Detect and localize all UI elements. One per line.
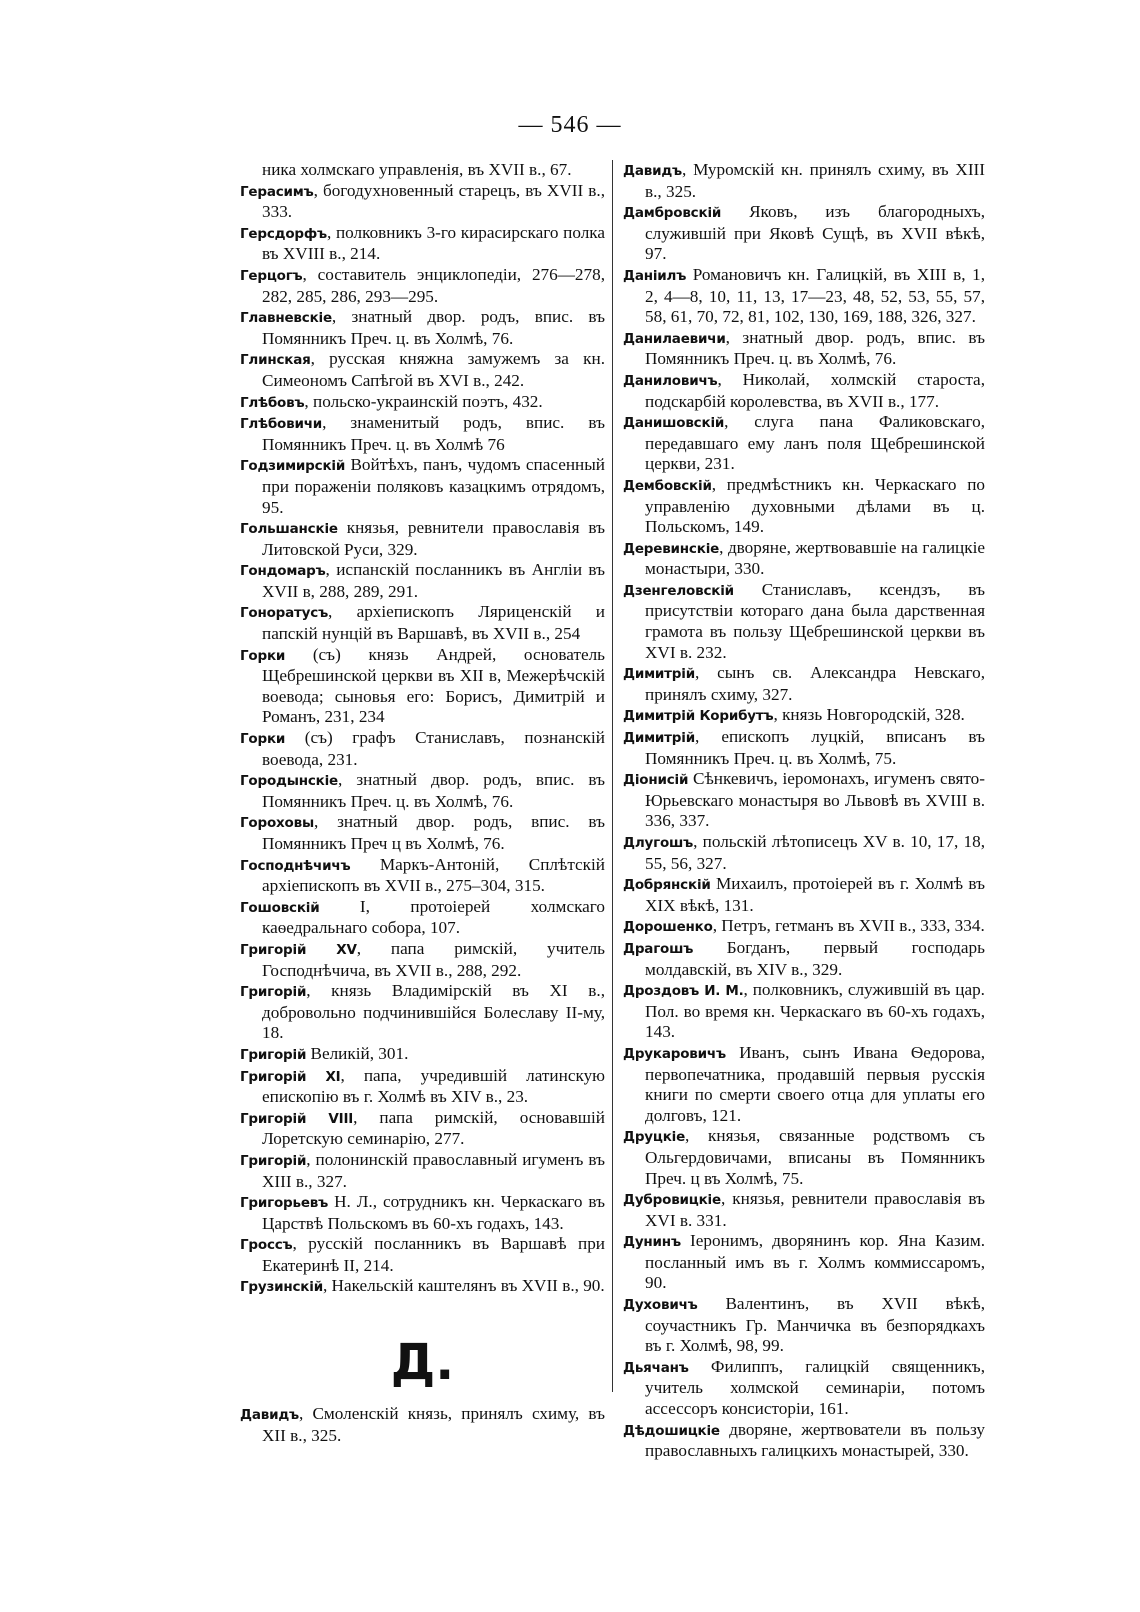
entry-headword: Гондомаръ [240,563,326,580]
index-entry [240,349,605,391]
entry-headword: Григорій [240,984,307,1001]
entry-headword: Григорій [240,1046,307,1063]
entry-text: ника холмскаго управленія, въ XVII в., 67. [262,160,572,179]
entry-headword: Духовичъ [623,1297,698,1314]
entry-headword: Друкаровичъ [623,1045,726,1062]
entry-headword: Гороховы [240,815,314,832]
entry-text: , князья, ревнители православія въ XVI в. 331. [645,1189,985,1230]
entry-headword: Дембовскій [623,477,712,494]
index-entry [623,370,985,412]
page-number: — 546 — [518,112,622,138]
index-column-right [623,160,985,1462]
entry-headword: Драгошъ [623,940,694,957]
index-entry [240,1192,605,1234]
entry-headword: Гроссъ [240,1237,293,1254]
index-entry [240,645,605,728]
entry-text: , полковникъ, служившій въ цар. Пол. во время кн. Черкаскаго въ 60-хъ годахъ, 143. [645,980,985,1042]
index-entry [240,1276,605,1298]
entry-headword: Дзенгеловскій [623,582,734,599]
entry-headword: Давидъ [240,1407,299,1424]
index-entry [240,392,605,414]
entry-text: , епископъ луцкій, вписанъ въ Помянникъ Преч. ц. въ Холмѣ, 75. [645,727,985,768]
entry-text: , Смоленскій князь, принялъ схиму, въ XII в., 325. [262,1404,605,1445]
index-entry [240,897,605,939]
index-entry [623,663,985,705]
index-entry [623,980,985,1043]
entry-text: (съ) графъ Станиславъ, познанскій воевода, 231. [262,728,605,769]
index-entry [623,265,985,328]
entry-text: , полковникъ 3-го кирасирскаго полка въ XVIII в., 214. [262,222,605,264]
index-entry [240,812,605,854]
entry-text: , князь Владимірскій въ XI в., добровольно подчинившійся Болеславу II-му, 18. [262,981,605,1043]
entry-headword: Димитрій [623,730,695,747]
entry-text: , предмѣстникъ кн. Черкаскаго по управленію духовными дѣлами въ ц. Польскомъ, 149. [645,474,985,537]
index-entry [240,455,605,518]
index-entry [623,727,985,769]
entry-text: , знатный двор. родъ, впис. въ Помянникъ Преч. ц. въ Холмѣ, 76. [262,770,605,811]
entry-text: Яковъ, изъ благородныхъ, служившій при Яковѣ Сущѣ, въ XVII вѣкѣ, 97. [645,202,985,264]
index-entry [240,981,605,1044]
entry-text: , испанскій посланникъ въ Англіи въ XVII в, 288, 289, 291. [262,560,605,601]
entry-headword: Гоноратусъ [240,605,329,622]
entry-headword: Друцкіе [623,1129,686,1146]
entry-headword: Димитрій [623,666,695,683]
entry-headword: Городынскіе [240,773,339,790]
index-entry [623,580,985,663]
entry-text: Сѣнкевичъ, іеромонахъ, игуменъ свято-Юрьевскаго монастыря во Львовѣ въ XVIII в. 336, 337. [645,769,985,831]
index-entry [240,939,605,981]
index-entry [623,1294,985,1357]
index-entry [623,202,985,265]
entry-text: , папа римскій, основавшій Лоретскую семинарію, 277. [262,1107,605,1149]
entry-headword: Григорій VIII [240,1110,354,1127]
entry-text: , Николай, холмскій староста, подскарбій королевства, въ XVII в., 177. [645,369,985,411]
entry-headword: Глѣбовичи [240,416,323,433]
entry-text: , знатный двор. родъ, впис. въ Помянникъ Преч. ц. въ Холмѣ, 76. [645,327,985,369]
entry-text: , сынъ св. Александра Невскаго, принялъ схиму, 327. [645,663,985,704]
entry-text: князья, ревнители православія въ Литовской Руси, 329. [262,518,605,559]
entry-headword: Григорій XV [240,941,357,958]
index-entry [623,832,985,874]
entry-headword: Годзимирскій [240,458,346,475]
index-entry [240,518,605,560]
entry-headword: Дамбровскій [623,205,722,222]
entry-text: Великій, 301. [306,1043,409,1063]
entry-text: , архіепископъ Ляриценскій и папскій нунцій въ Варшавѣ, въ XVII в., 254 [262,602,605,644]
entry-text: , знатный двор. родъ, впис. въ Помянникъ Преч. ц. въ Холмѣ, 76. [262,307,605,348]
entry-text: , богодухновенный старецъ, въ XVII в., 333. [262,180,605,222]
entry-headword: Добрянскій [623,877,711,894]
entry-text: , русскій посланникъ въ Варшавѣ при Екатеринѣ II, 214. [262,1234,605,1275]
entry-headword: Діонисій [623,772,689,789]
entry-text: Іеронимъ, дворянинъ кор. Яна Казим. посланный имъ въ г. Холмъ коммиссаромъ, 90. [645,1231,985,1293]
entry-text: Станиславъ, ксендзъ, въ присутствіи котораго дана была дарственная грамота въ пользу Щебрешинской церкви въ XVI в. 232. [645,579,985,662]
entry-text: Валентинъ, въ XVII вѣкѣ, соучастникъ Гр. Манчичка въ безпорядкахъ въ г. Холмѣ, 98, 99. [645,1294,985,1356]
entry-text: , Накельскій каштелянъ въ XVII в., 90. [322,1276,605,1296]
entry-headword: Дьячанъ [623,1359,689,1376]
entry-text: , дворяне, жертвовавшіе на галицкіе монастыри, 330. [645,537,985,579]
index-entry [240,1404,605,1446]
entry-text: Филиппъ, галицкій священникъ, учитель холмской семинаріи, потомъ ассессоръ консисторіи, 161. [645,1356,985,1419]
entry-text: , знаменитый родъ, впис. въ Помянникъ Преч. ц. въ Холмѣ 76 [262,413,605,454]
entry-headword: Дунинъ [623,1234,681,1251]
index-entry [623,874,985,916]
index-entry [623,1189,985,1231]
entry-text: Богданъ, первый господарь молдавскій, въ XIV в., 329. [645,937,985,979]
entry-headword: Господнѣчичъ [240,857,351,874]
index-entry [240,1066,605,1108]
entry-text: Иванъ, сынъ Ивана Ѳедорова, первопечатника, продавшій первыя русскія книги по смерти своего отца для уплаты его долговъ, 121. [645,1042,985,1125]
index-entry [240,160,605,181]
index-entry [240,1044,605,1066]
entry-headword: Дубровицкіе [623,1192,721,1209]
entry-headword: Гошовскій [240,899,320,916]
index-entry [623,1420,985,1462]
index-entry [623,938,985,980]
entry-headword: Главневскіе [240,310,332,327]
entry-headword: Грузинскій [240,1279,323,1296]
entry-headword: Григорьевъ [240,1195,329,1212]
entry-headword: Горки [240,731,286,748]
index-entry [240,223,605,265]
entry-text: , князь Новгородскій, 328. [773,705,965,725]
entry-headword: Даниловичъ [623,372,718,389]
entry-text: , Муромскій кн. принялъ схиму, въ XIII в., 325. [645,160,985,201]
index-entry [240,1150,605,1192]
index-entry [240,728,605,770]
entry-headword: Длугошъ [623,835,694,851]
index-entry [240,855,605,897]
entry-text: Маркъ-Антоній, Сплѣтскій архіепископъ въ XVII в., 275–304, 315. [262,854,605,896]
entry-headword: Гольшанскіе [240,521,338,538]
index-entry [623,769,985,832]
entry-text: , Петръ, гетманъ въ XVII в., 333, 334. [712,916,985,936]
entry-headword: Глинская [240,352,311,369]
index-entry [623,160,985,202]
index-entry [623,412,985,475]
entry-headword: Димитрій Корибутъ [623,708,774,725]
entry-headword: Дроздовъ И. М. [623,983,744,1000]
entry-text: Романовичъ кн. Галицкій, въ XIII в, 1, 2, 4—8, 10, 11, 13, 17—23, 48, 52, 53, 55, 57, 58, 61, 70, 72, 81, 102, 130, 169, 188, 326, 327. [645,264,985,327]
index-entry [240,602,605,644]
entry-headword: Данишовскій [623,415,725,432]
index-entry [623,475,985,538]
entry-headword: Григорій [240,1152,307,1169]
index-entry [240,413,605,455]
entry-text: , русская княжна замужемъ за кн. Симеономъ Сапѣгой въ XVI в., 242. [262,349,605,390]
entry-text: , папа римскій, учитель Господнѣчича, въ XVII в., 288, 292. [262,938,605,980]
entry-text: (съ) князь Андрей, основатель Щебрешинской церкви въ XII в, Межерѣчскій воевода; сыновья его: Борисъ, Димитрій и Романъ, 231, 234 [262,644,605,727]
entry-headword: Горки [240,647,286,664]
entry-headword: Деревинскіе [623,540,720,557]
entry-text: , знатный двор. родъ, впис. въ Помянникъ Преч ц въ Холмѣ, 76. [262,812,605,853]
entry-text: Михаилъ, протоіерей въ г. Холмѣ въ XIX вѣкѣ, 131. [645,874,985,915]
entry-text: , составитель энциклопедіи, 276—278, 282, 285, 286, 293—295. [262,264,605,306]
index-entry [240,265,605,307]
index-entry [240,1234,605,1276]
index-entry [240,560,605,602]
entry-headword: Герасимъ [240,183,314,200]
entry-headword: Давидъ [623,163,682,179]
entry-text: I, протоіерей холмскаго каѳедральнаго собора, 107. [262,896,605,938]
entry-text: , польскій лѣтописецъ XV в. 10, 17, 18, 55, 56, 327. [645,832,985,873]
entry-headword: Дѣдошицкіе [623,1422,720,1439]
entry-text: , папа, учредившій латинскую епископію въ г. Холмѣ въ XIV в., 23. [262,1065,605,1107]
entry-headword: Данилаевичи [623,330,726,347]
index-entry [623,916,985,938]
entry-headword: Герсдорфъ [240,225,328,242]
index-entry [623,1043,985,1126]
index-entry [623,538,985,580]
section-letter-heading: Д. [390,1333,455,1392]
index-entry [240,181,605,223]
entry-headword: Герцогъ [240,267,303,284]
entry-text: , слуга пана Фаликовскаго, передавшаго ему ланъ поля Щебрешинской церкви, 231. [645,412,985,474]
entry-headword: Глѣбовъ [240,394,305,411]
index-entry [623,1231,985,1294]
entry-text: , полонинскій православный игуменъ въ XIII в., 327. [262,1149,605,1191]
entry-headword: Григорій XI [240,1068,341,1085]
entry-text: Войтѣхъ, панъ, чудомъ спасенный при пораженіи поляковъ казацкимъ отрядомъ, 95. [262,455,605,517]
column-divider [612,160,613,1392]
index-column-left [240,160,605,1446]
index-entry [240,770,605,812]
entry-text: дворяне, жертвователи въ пользу православныхъ галицкихъ монастырей, 330. [645,1419,985,1461]
index-entry [623,705,985,727]
index-entry [623,1357,985,1420]
index-entry [240,307,605,349]
entry-text: , князья, связанные родствомъ съ Ольгердовичами, вписаны въ Помянникъ Преч. ц въ Холмѣ, 75. [645,1126,985,1188]
entry-headword: Даніилъ [623,267,687,284]
index-entry [240,1108,605,1150]
entry-text: Н. Л., сотрудникъ кн. Черкаскаго въ Царствѣ Польскомъ въ 60-хъ годахъ, 143. [262,1192,605,1233]
entry-text: , польско-украинскій поэтъ, 432. [304,391,543,411]
index-entry [623,1126,985,1189]
entry-headword: Дорошенко [623,919,713,936]
index-entry [623,328,985,370]
